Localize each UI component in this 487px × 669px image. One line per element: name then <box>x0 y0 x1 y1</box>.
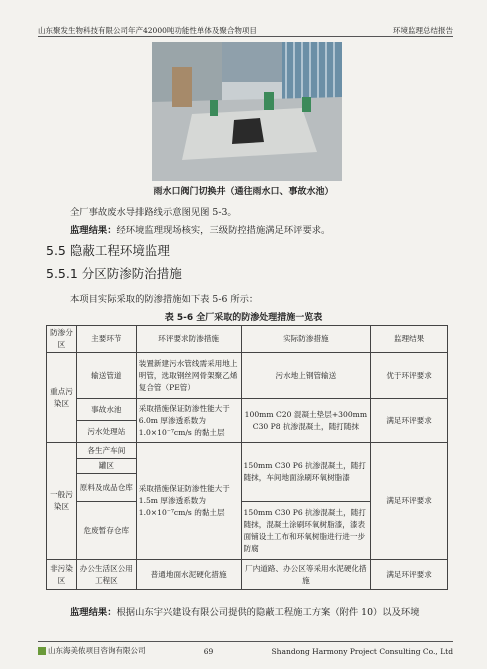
company-logo-icon <box>38 647 46 655</box>
page-footer <box>38 641 453 656</box>
valve-well-photo <box>152 42 342 181</box>
footer-company <box>38 645 146 656</box>
header-project-title: 山东聚发生物科技有限公司年产42000吨功能性单体及聚合物项目 <box>38 26 257 35</box>
link-warehouse: 原料及成品仓库 <box>76 474 136 502</box>
result-pipe: 优于环评要求 <box>371 353 448 399</box>
zone-key: 重点污染区 <box>47 353 77 443</box>
paragraph-intro: 本项目实际采取的防渗措施如下表 5-6 所示： <box>70 294 259 305</box>
result-label-2: 监理结果： <box>70 607 117 618</box>
table-caption: 表 5-6 全厂采取的防渗处理措施一览表 <box>164 313 323 323</box>
result-key-zone: 满足环评要求 <box>371 399 448 443</box>
page-number: 69 <box>203 647 214 656</box>
link-pipe: 输送管道 <box>76 353 136 399</box>
photo-caption: 雨水口阀门切换井（通往雨水口、事故水池） <box>153 187 334 197</box>
section-heading-5-5-1: 5.5.1 分区防渗防治措施 <box>46 266 182 281</box>
th-result: 监理结果 <box>371 326 448 353</box>
result-general-zone: 满足环评要求 <box>371 443 448 560</box>
actual-non-zone: 厂内道路、办公区等采用水泥硬化措施 <box>241 560 371 590</box>
result-label: 监理结果： <box>70 225 117 236</box>
actual-general-2: 150mm C30 P6 抗渗混凝土，随打随抹，混凝土涂刷环氧树脂漆，漆表面铺设土工布和环氧树脂进行进一步防腐 <box>241 502 371 560</box>
section-heading-5-5: 5.5 隐蔽工程环境监理 <box>46 243 170 258</box>
th-actual: 实际防渗措施 <box>241 326 371 353</box>
req-key-zone: 采取措施保证防渗性能大于 6.0m 厚渗透系数为 1.0×10⁻⁷cm/s 的黏土层 <box>136 399 241 443</box>
req-non-zone: 普通地面水泥硬化措施 <box>136 560 241 590</box>
footer-company-name: 山东海美侬项目咨询有限公司 <box>48 646 146 655</box>
th-required: 环评要求防渗措施 <box>136 326 241 353</box>
actual-pipe: 污水地上钢管输送 <box>241 353 371 399</box>
link-accident-pool: 事故水池 <box>76 399 136 421</box>
link-wastewater-station: 污水处理站 <box>76 421 136 443</box>
link-office: 办公生活区公用工程区 <box>76 560 136 590</box>
result-text: 经环境监理现场核实，三级防控措施满足环评要求。 <box>116 225 331 236</box>
page-header <box>38 22 453 37</box>
seepage-table <box>46 325 448 590</box>
link-workshops: 各生产车间 <box>76 443 136 459</box>
req-pipe: 装置新建污水管线需采用地上明管，选取钢丝网骨架聚乙烯复合管（PE管） <box>136 353 241 399</box>
result-text-2: 根据山东宇兴建设有限公司提供的隐蔽工程施工方案（附件 10）以及环境 <box>116 607 420 618</box>
header-report-title: 环境监理总结报告 <box>393 26 453 35</box>
zone-non: 非污染区 <box>47 560 77 590</box>
paragraph-result-1 <box>70 222 330 236</box>
zone-general: 一般污染区 <box>47 443 77 560</box>
actual-general-1: 150mm C30 P6 抗渗混凝土，随打随抹，车间地面涂刷环氧树脂漆 <box>241 443 371 502</box>
link-tank-area: 罐区 <box>76 459 136 474</box>
table-header-row <box>47 326 448 353</box>
table-row <box>47 560 448 590</box>
th-zone: 防渗分区 <box>47 326 77 353</box>
result-non-zone: 满足环评要求 <box>371 560 448 590</box>
actual-key-zone: 100mm C20 混凝土垫层+300mm C30 P8 抗渗混凝土，随打随抹 <box>241 399 371 443</box>
table-row <box>47 399 448 421</box>
paragraph-result-2 <box>70 604 420 618</box>
th-link: 主要环节 <box>76 326 136 353</box>
link-hazardous-storage: 危废暂存仓库 <box>76 502 136 560</box>
footer-company-en: Shandong Harmony Project Consulting Co., Ltd <box>271 647 453 656</box>
req-general-zone: 采取措施保证防渗性能大于 1.5m 厚渗透系数为 1.0×10⁻⁷cm/s 的黏土层 <box>136 443 241 560</box>
paragraph-route: 全厂事故废水导排路线示意图见图 5-3。 <box>70 207 237 218</box>
table-row <box>47 353 448 399</box>
table-row <box>47 443 448 459</box>
